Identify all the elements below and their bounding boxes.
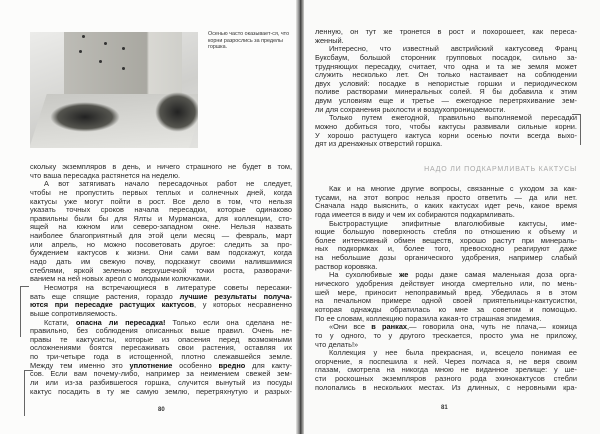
text: выше сопротивляемость. [30, 309, 118, 318]
bold-text: уплотнение [129, 361, 173, 370]
text: трудняющих пересадку, считает, что одна и та же земля может [315, 62, 577, 71]
text: У хорошо растущего кактуса корни осенью почти всегда выхо- [315, 131, 577, 140]
text-line [30, 327, 292, 336]
text-line [315, 245, 577, 254]
text-line [315, 323, 577, 332]
text: чтобы не пропустить первых теплых и солнечных дней, когда [30, 188, 292, 197]
pen-bracket-mark [24, 370, 33, 416]
text-line [315, 263, 577, 272]
text-line [315, 140, 577, 149]
text: шей мере, приносит непоправимый вред. Убедилась я в этом [315, 288, 577, 297]
text: стеблями, яркой зеленью верхушечной точки роста, разворачи- [30, 266, 292, 275]
right-page [300, 0, 600, 434]
text-line [30, 215, 292, 224]
text: года имеется в виду и чем их собираются подкармливать. [315, 210, 515, 219]
text-line [30, 379, 292, 388]
text-line [315, 332, 577, 341]
text-line [30, 336, 292, 345]
text-line [315, 297, 577, 306]
text: А вот затягивать начало пересадочных работ не следует, [44, 180, 292, 189]
text-line [30, 370, 292, 379]
text-line [315, 315, 577, 324]
text: что делать!» [315, 340, 359, 349]
text: полопались в нескольких местах. Из длинных, с неровными кра- [315, 383, 577, 392]
text: служить несколько лет. Он только настаивает на соблюдении [315, 71, 577, 80]
text-line [30, 258, 292, 267]
text: или апрель, но можно посоветовать другое: следить за про- [30, 240, 292, 249]
text-line [30, 353, 292, 362]
text: глазам, смотрела на никогда мною не виданное зрелище: у ше- [315, 366, 577, 375]
text: Сначала надо выяснить, о каких кактусах идет речь, какое время [315, 202, 577, 211]
text-line [30, 301, 292, 310]
text: раствор коровяка. [315, 262, 378, 271]
text-line [315, 97, 577, 106]
text: ленную, он тут же тронется в рост и похорошеет, как переса- [315, 28, 577, 36]
text-line [315, 114, 577, 123]
text: ных подкормках и, более того, превосходно реагируют даже [315, 245, 577, 254]
text-line [30, 206, 292, 215]
text: На сухолюбивые [329, 271, 400, 280]
text-line [315, 45, 577, 54]
text-line [30, 172, 292, 181]
text-line [315, 349, 577, 358]
text-line [315, 228, 577, 237]
pen-bracket-mark [572, 114, 581, 145]
text: , у которых несравненно [194, 301, 292, 310]
text: особенно [172, 361, 219, 370]
text: которая однажды обратилась ко мне за советом и помощью. [315, 305, 577, 314]
text-line [315, 194, 577, 203]
text-line [30, 388, 292, 397]
text-line [30, 267, 292, 276]
text: буждением кактусов к жизни. Они сами вам подскажут, когда [30, 249, 292, 258]
photo-pot [64, 32, 182, 94]
right-text-column-section [315, 185, 577, 392]
text-line [315, 366, 577, 375]
text: Кстати, [44, 318, 76, 327]
bold-text: вредно [218, 361, 246, 370]
text-line [30, 232, 292, 241]
text: осложнениями боятся пересаживать свои растения, оставляя их [30, 344, 292, 353]
bold-text: в ранках [371, 323, 408, 332]
text: ли для сохранения рыхлости и воздухопроницаемости. [315, 105, 506, 114]
text-line [315, 271, 577, 280]
text: для какту- [245, 361, 292, 370]
bold-text: же [399, 271, 409, 280]
text-line [315, 280, 577, 289]
text-line [30, 344, 292, 353]
text: Только если она сделана не- [165, 318, 292, 327]
text: тусами, на этот вопрос нельзя просто ответить — да или нет. [315, 193, 577, 202]
text-line [30, 180, 292, 189]
text-line [315, 237, 577, 246]
text: поливе растворами минеральных солей. Я бы добавила к этим [315, 88, 577, 97]
bold-text: лучшие результаты получа- [179, 292, 292, 301]
text: Между тем именно это [30, 361, 130, 370]
text-line [315, 123, 577, 132]
photo-roots-left [50, 102, 120, 132]
left-text-column [30, 163, 292, 396]
text: кактус посадить в ту же самую землю, перетряхнутую и разрых- [30, 387, 292, 396]
page-number-left: 80 [158, 407, 165, 413]
text: роды даже самая маленькая доза орга- [408, 271, 577, 280]
text-line [315, 211, 577, 220]
text-line [315, 375, 577, 384]
text: можно добиться того, чтобы кактусы развивали сильные корни. [315, 123, 577, 132]
text: сов. Если вам почему-либо, например за неимением свежей зем- [30, 370, 292, 379]
book-gutter [296, 0, 304, 434]
text: женный. [315, 36, 344, 45]
text-line [30, 249, 292, 258]
text: правильно, без соблюдения описанных выше правил. Очень не- [30, 327, 292, 336]
text-line [30, 284, 292, 293]
pen-bracket-mark [20, 286, 29, 337]
text: огорчение, я поспешила к ней. Через полчаса я, не веря своим [315, 357, 577, 366]
text: сти роскошных экземпляров разного рода эхинокактусов стебли [315, 375, 577, 384]
text: ющие большую поверхность стебля по отношению к объему и [315, 228, 577, 237]
text: правы те кактусисты, которые из опасения перед возможными [30, 335, 292, 344]
text-line [315, 358, 577, 367]
photo-roots-right [155, 92, 198, 132]
text-line [30, 189, 292, 198]
text: «Они все [329, 323, 372, 332]
text: ли или из-за разбившегося горшка, случится вынутый из посуды [30, 379, 292, 388]
text: По ее словам, коллекцию поразила какая-то страшная эпидемия. [315, 314, 542, 323]
text: нического удобрения действует иногда смертельно или, по мень- [315, 280, 577, 289]
text: Быстрорастущие эпифитные влаголюбивые кактусы, име- [329, 219, 577, 228]
text: Только путем ежегодной, правильно выполняемой пересадки [329, 114, 577, 123]
page-number-right: 81 [441, 405, 448, 411]
text-line [315, 341, 577, 350]
text-line [30, 362, 292, 371]
text-line [30, 293, 292, 302]
text: скольку экземпляров в день, и ничего страшного не будет в том, [30, 163, 292, 171]
text-line [315, 202, 577, 211]
text-line [315, 132, 577, 141]
text-line [30, 275, 292, 284]
bold-text: ются при пересадке растущих кактусов [30, 301, 195, 310]
text: указать точных сроков начала пересадки, которые одинаково [30, 206, 292, 215]
text: Несмотря на встречающиеся в литературе советы пересажи- [44, 283, 292, 292]
text: ящей на южном или северо-западном окне. Нельзя назвать [30, 223, 292, 232]
text: двух условий: посадке в непористые горшки и периодическом [315, 79, 577, 88]
text: ванием на ней новых ареол с молодыми колючками. [30, 275, 212, 284]
text-line [315, 289, 577, 298]
text-line [315, 88, 577, 97]
text: на небольшие дозы органического удобрения, например слабый [315, 254, 577, 263]
text-line [315, 254, 577, 263]
text-line [315, 80, 577, 89]
text: Интересно, что известный австрийский кактусовед Франц [329, 45, 577, 54]
text-line [30, 198, 292, 207]
text: Буксбаум, большой сторонник групповых посадок, сильно за- [315, 53, 577, 62]
text-line [30, 319, 292, 328]
text-line [315, 28, 577, 37]
text: то у одного, то у другого трескается, просто ума не приложу, [315, 331, 577, 340]
text: кактусы уже могут пойти в рост. Все дело в том, что нельзя [30, 197, 292, 206]
section-heading: НАДО ЛИ ПОДКАРМЛИВАТЬ КАКТУСЫ [424, 166, 577, 173]
text-line [30, 223, 292, 232]
text-line [315, 185, 577, 194]
text-line [315, 220, 577, 229]
text-line [315, 54, 577, 63]
text-line [30, 163, 292, 172]
text: более интенсивный обмен веществ, хорошо растут при минераль- [315, 236, 577, 245]
text-line [30, 241, 292, 250]
text-line [315, 384, 577, 393]
text-line [315, 63, 577, 72]
bold-text: опасна ли пересадка! [75, 318, 166, 327]
text: наиболее благоприятный для этой цели месяц — февраль, март [30, 232, 292, 241]
right-text-column-top [315, 28, 577, 149]
text-line [315, 306, 577, 315]
text: дят из дренажных отверстий горшка. [315, 140, 443, 149]
text-line [315, 106, 577, 115]
photo-cactus-pot-roots [30, 32, 198, 148]
text-line [30, 310, 292, 319]
text: что ваша пересадка растянется на неделю. [30, 171, 181, 180]
text: ,— говорила она, чуть не плача,— кожица [407, 323, 577, 332]
text: правильны были бы для Ялты и Мурманска, для коллекции, сто- [30, 214, 292, 223]
text: Как и на многие другие вопросы, связанные с уходом за как- [329, 185, 577, 193]
text-line [315, 37, 577, 46]
text: двум условиям еще и третье — ежегодное перетряхивание зем- [315, 97, 577, 106]
text: надо дать им свежую почву, подскажут своими налившимися [30, 258, 292, 267]
text-line [315, 71, 577, 80]
text: Коллекция у нее была прекрасная, и, всецело понимая ее [329, 349, 577, 358]
photo-caption: Осенью часто оказывает-ся, что корни разрослись за пределы горшка. [208, 31, 290, 51]
text: на печальном примере одной своей приятельницы-кактусистки, [315, 297, 577, 306]
text: по три-четыре года в истощенной, плотно слежавшейся земле. [30, 353, 292, 362]
text: вать еще спящие растения, гораздо [30, 292, 180, 301]
